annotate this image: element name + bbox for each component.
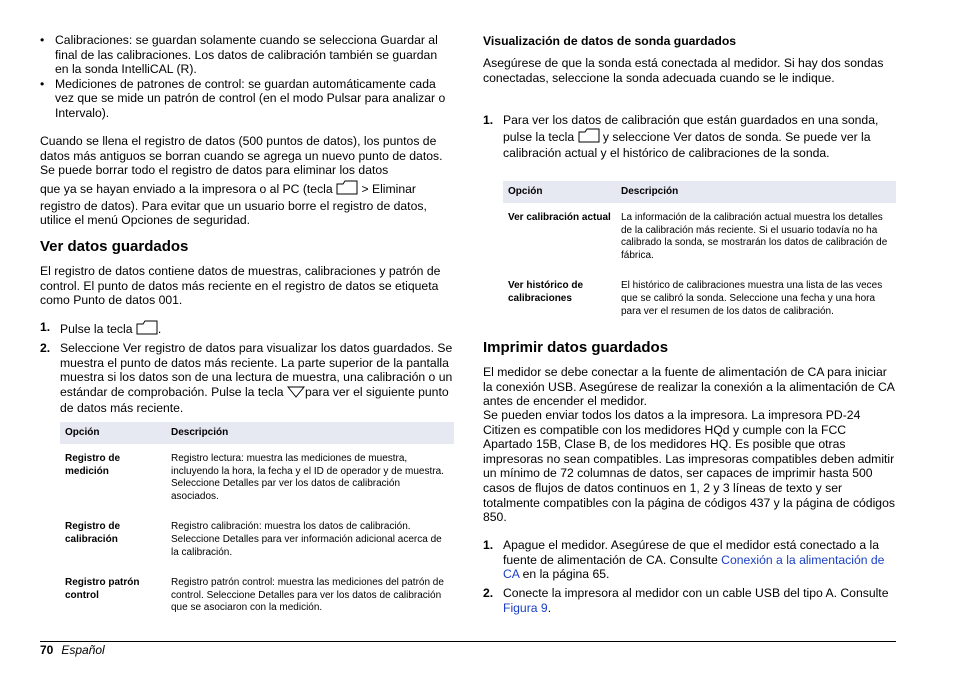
steps-list bbox=[40, 320, 454, 339]
table-header: Opción bbox=[503, 181, 616, 203]
bullet-item: • Mediciones de patrones de control: se guardan automáticamente cada vez que se mide un patrón de control (en el modo Pulsar para analizar o Intervalo). bbox=[40, 77, 454, 121]
step-item bbox=[40, 341, 454, 416]
paragraph bbox=[40, 180, 454, 228]
paragraph: Se pueden enviar todos los datos a la impresora. La impresora PD-24 Citizen es compatible con los medidores HQd y cumple con la FCC Apartado 15B, Clase B, de los medidores HQ. Es posible que otras impresoras no sean compatibles. Las impresoras compatibles deben admitir un mínimo de 72 columnas de datos, ser capaces de imprimir hasta 500 casos de flujos de datos continuos en 1, 2 y 3 líneas de texto y ser totalmente compatibles con la página de códigos 437 y la página de códigos 850. bbox=[483, 408, 895, 525]
table-header-row bbox=[503, 181, 896, 203]
step-number: 2. bbox=[40, 341, 51, 355]
table-cell-option: Registro de medición bbox=[65, 453, 121, 477]
step-item bbox=[483, 586, 896, 615]
table-row bbox=[60, 512, 454, 568]
step-text: Para ver los datos de calibración que están guardados en una sonda, pulse la tecla bbox=[503, 113, 879, 144]
step-text: Conecte la impresora al medidor con un cable USB del tipo A. Consulte bbox=[503, 586, 889, 600]
table-header-row bbox=[60, 422, 454, 444]
step-text: Pulse la tecla bbox=[60, 322, 133, 336]
table-cell-description: El histórico de calibraciones muestra una lista de las veces que se calibró la sonda. Seleccione una fecha y una hora para ver el resumen de los datos de calibración. bbox=[621, 280, 883, 317]
subsection-heading: Visualización de datos de sonda guardados bbox=[483, 34, 737, 48]
table-cell-description: La información de la calibración actual muestra los detalles de la calibración más reciente. Si el usuario todavía no ha calibrado la sonda, se mostrarán los datos de calibración de fábrica. bbox=[621, 212, 888, 261]
step-number: 1. bbox=[40, 320, 51, 334]
table-cell-option: Ver histórico de calibraciones bbox=[508, 280, 584, 304]
paragraph: Cuando se llena el registro de datos (500 puntos de datos), los puntos de datos más antiguos se borran cuando se agrega un nuevo punto de datos. Se puede borrar todo el registro de datos para eliminar los datos bbox=[40, 134, 443, 178]
section-heading: Ver datos guardados bbox=[40, 238, 189, 255]
steps-list bbox=[483, 113, 896, 161]
bullet-item: • Calibraciones: se guardan solamente cuando se selecciona Guardar al final de las calibraciones. Los datos de calibración también se guardan en la sonda IntelliCAL (R). bbox=[40, 33, 454, 77]
step-text: Apague el medidor. Asegúrese de que el medidor está conectado a la fuente de alimentación de CA. Consulte bbox=[503, 538, 880, 567]
steps-list bbox=[40, 341, 454, 416]
table-row bbox=[60, 568, 454, 624]
step-number: 1. bbox=[483, 538, 494, 552]
table-header: Opción bbox=[60, 422, 166, 444]
table-header: Descripción bbox=[616, 181, 896, 203]
page-number: 70 bbox=[40, 643, 54, 657]
table-cell-option: Registro de calibración bbox=[65, 521, 121, 545]
cross-reference-link[interactable]: Conexión a la alimentación de CA bbox=[503, 552, 885, 582]
options-table bbox=[60, 422, 454, 624]
table-cell-description: Registro calibración: muestra los datos de calibración. Seleccione Detalles para ver información adicional acerca de la calibración. bbox=[171, 521, 442, 558]
menu-key-icon bbox=[578, 128, 600, 147]
step-number: 1. bbox=[483, 113, 494, 127]
menu-key-icon bbox=[136, 320, 158, 339]
table-cell-description: Registro lectura: muestra las mediciones de muestra, incluyendo la hora, la fecha y el ID de operador y de muestra. Seleccione Detalles par ver los datos de calibración asociados. bbox=[171, 453, 444, 502]
table-row bbox=[503, 203, 896, 271]
footer-divider bbox=[40, 641, 896, 642]
section-heading: Imprimir datos guardados bbox=[483, 339, 669, 356]
bullet-list bbox=[40, 33, 454, 121]
menu-key-icon bbox=[336, 180, 358, 199]
table-row bbox=[503, 271, 896, 327]
page-footer bbox=[40, 643, 105, 657]
table-cell-option: Ver calibración actual bbox=[508, 212, 611, 223]
step-text: Seleccione Ver registro de datos para visualizar los datos guardados. Se muestra el punto de datos más reciente. La parte superior de la pantalla muestra si los datos son de una lectura de muestra, una calibración o un estándar de comprobación. Pulse la tecla bbox=[60, 341, 453, 399]
footer-language: Español bbox=[61, 643, 105, 657]
step-text: . bbox=[157, 322, 162, 336]
step-text: . bbox=[547, 600, 552, 615]
table-cell-option: Registro patrón control bbox=[65, 577, 140, 601]
paragraph: El registro de datos contiene datos de muestras, calibraciones y patrón de control. El punto de datos más reciente en el registro de datos se etiqueta como Punto de datos 001. bbox=[40, 264, 441, 308]
steps-list bbox=[483, 538, 896, 582]
probe-options-table bbox=[503, 181, 896, 327]
step-item bbox=[40, 320, 454, 339]
paragraph-text: > Eliminar registro de datos). Para evitar que un usuario borre el registro de datos, utilice el menú Opciones de seguridad. bbox=[40, 182, 427, 228]
step-number: 2. bbox=[483, 586, 494, 600]
step-item bbox=[483, 113, 896, 161]
paragraph-text: que ya se hayan enviado a la impresora o al PC (tecla bbox=[40, 182, 333, 196]
paragraph: Asegúrese de que la sonda está conectada al medidor. Si hay dos sondas conectadas, seleccione la sonda adecuada cuando se le indique. bbox=[483, 56, 884, 85]
steps-list bbox=[483, 586, 896, 615]
table-cell-description: Registro patrón control: muestra las mediciones del patrón de control. Seleccione Detalles para ver los datos de calibración que se asociaron con la medición. bbox=[171, 577, 444, 614]
table-header: Descripción bbox=[166, 422, 454, 444]
step-text: en la página 65. bbox=[519, 567, 610, 582]
step-text: para ver el siguiente punto de datos más reciente. bbox=[60, 384, 449, 416]
down-arrow-key-icon bbox=[287, 386, 305, 402]
paragraph: El medidor se debe conectar a la fuente de alimentación de CA para iniciar la conexión USB. Asegúrese de realizar la conexión a la alimentación de CA antes de encender el medidor. bbox=[483, 365, 895, 409]
figure-link[interactable]: Figura 9 bbox=[503, 600, 548, 615]
step-item bbox=[483, 538, 896, 582]
step-text: y seleccione Ver datos de sonda. Se puede ver la calibración actual y el histórico de calibraciones de la sonda. bbox=[503, 129, 871, 161]
table-row bbox=[60, 444, 454, 512]
